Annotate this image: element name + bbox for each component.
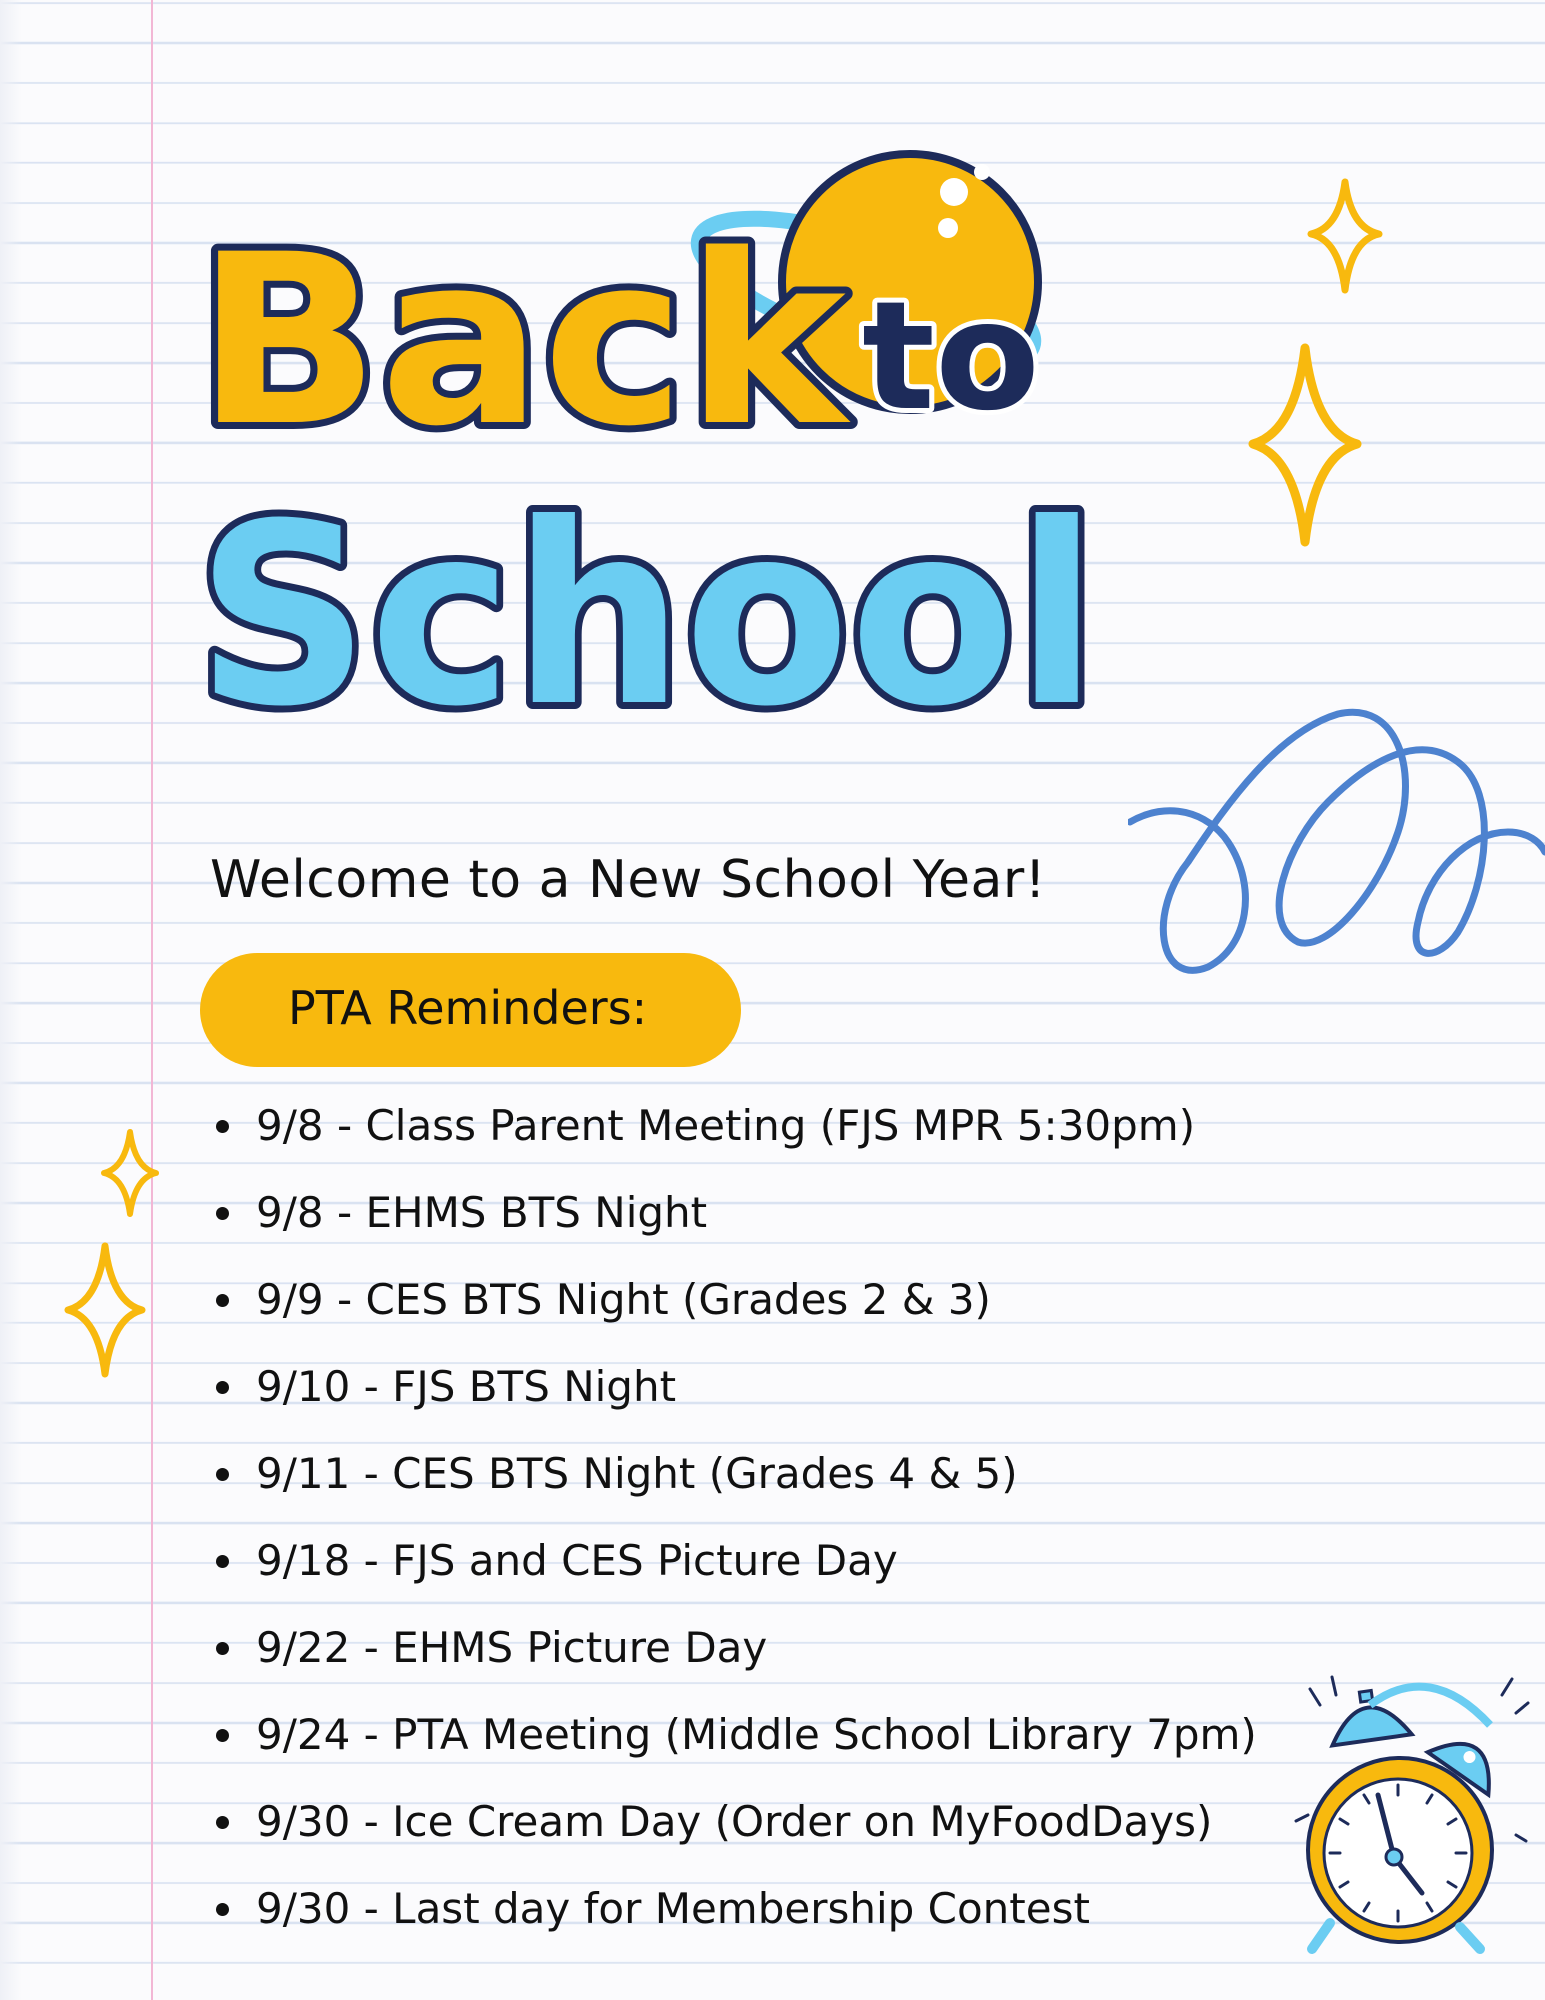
title-word-back: Back bbox=[196, 205, 851, 478]
reminder-text: 9/30 - Ice Cream Day (Order on MyFoodDays) bbox=[256, 1797, 1213, 1846]
reminder-text: 9/8 - Class Parent Meeting (FJS MPR 5:30pm) bbox=[256, 1101, 1196, 1150]
paper-edge-shadow bbox=[0, 0, 22, 2000]
alarm-clock-icon bbox=[1290, 1665, 1530, 1965]
list-item bbox=[210, 1351, 1257, 1438]
back-to-school-title bbox=[196, 132, 1136, 762]
bullet-icon bbox=[216, 1120, 229, 1133]
reminder-text: 9/9 - CES BTS Night (Grades 2 & 3) bbox=[256, 1275, 991, 1324]
reminder-text: 9/22 - EHMS Picture Day bbox=[256, 1623, 768, 1672]
list-item bbox=[210, 1525, 1257, 1612]
bullet-icon bbox=[216, 1729, 229, 1742]
sparkle-icon bbox=[62, 1240, 148, 1380]
list-item bbox=[210, 1786, 1257, 1873]
title-word-school: School bbox=[196, 470, 1098, 761]
welcome-heading: Welcome to a New School Year! bbox=[210, 850, 1047, 910]
bullet-icon bbox=[216, 1555, 229, 1568]
bullet-icon bbox=[216, 1903, 229, 1916]
reminder-text: 9/11 - CES BTS Night (Grades 4 & 5) bbox=[256, 1449, 1018, 1498]
pta-reminders-banner bbox=[200, 953, 741, 1067]
sparkle-icon bbox=[1305, 176, 1385, 296]
bullet-icon bbox=[216, 1381, 229, 1394]
list-item bbox=[210, 1177, 1257, 1264]
list-item bbox=[210, 1612, 1257, 1699]
sparkle-icon bbox=[1245, 340, 1365, 550]
notebook-margin-line bbox=[151, 0, 153, 2000]
list-item bbox=[210, 1264, 1257, 1351]
list-item bbox=[210, 1090, 1257, 1177]
bullet-icon bbox=[216, 1642, 229, 1655]
reminder-text: 9/30 - Last day for Membership Contest bbox=[256, 1884, 1090, 1933]
squiggle-icon bbox=[1128, 682, 1545, 1032]
title-word-to: to bbox=[862, 270, 1040, 444]
bullet-icon bbox=[216, 1207, 229, 1220]
list-item bbox=[210, 1699, 1257, 1786]
list-item bbox=[210, 1438, 1257, 1525]
reminder-text: 9/10 - FJS BTS Night bbox=[256, 1362, 677, 1411]
bullet-icon bbox=[216, 1468, 229, 1481]
sparkle-icon bbox=[100, 1128, 160, 1218]
reminders-list bbox=[210, 1090, 1257, 1960]
bullet-icon bbox=[216, 1816, 229, 1829]
pta-reminders-label: PTA Reminders: bbox=[288, 981, 648, 1035]
reminder-text: 9/8 - EHMS BTS Night bbox=[256, 1188, 708, 1237]
reminder-text: 9/24 - PTA Meeting (Middle School Library 7pm) bbox=[256, 1710, 1257, 1759]
reminder-text: 9/18 - FJS and CES Picture Day bbox=[256, 1536, 898, 1585]
list-item bbox=[210, 1873, 1257, 1960]
bullet-icon bbox=[216, 1294, 229, 1307]
